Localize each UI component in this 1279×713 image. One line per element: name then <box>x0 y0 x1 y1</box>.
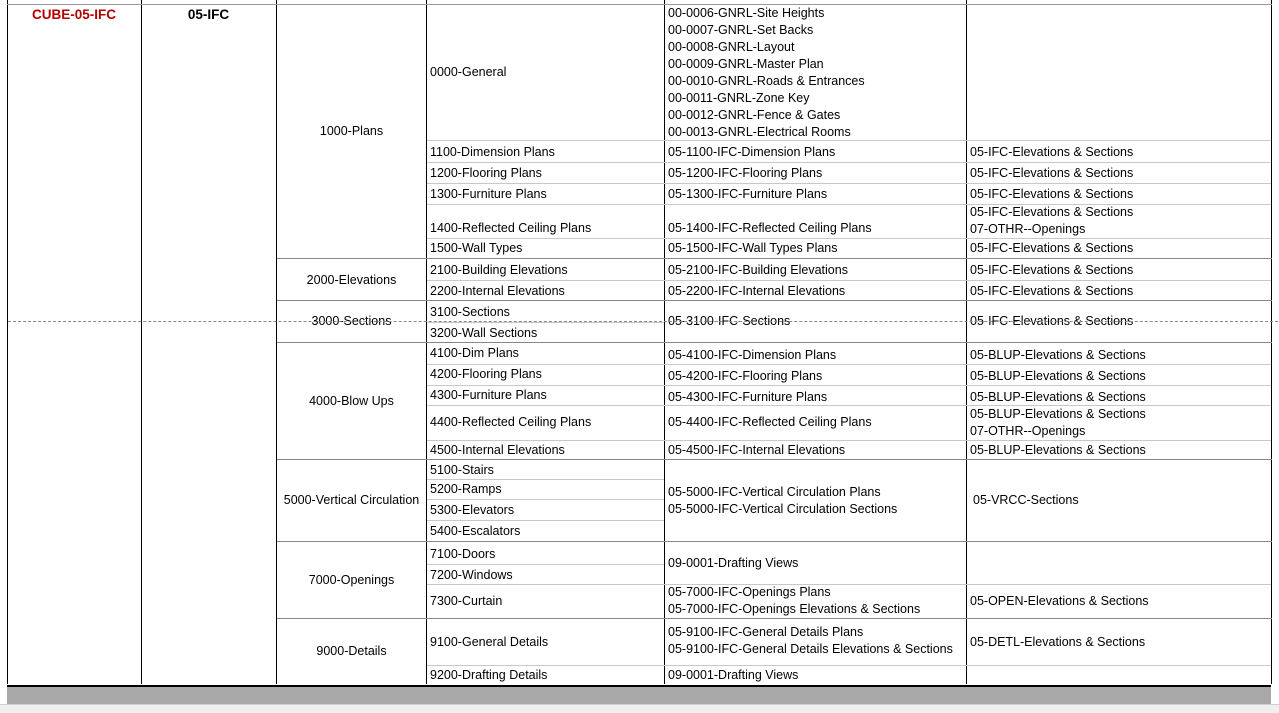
views-cell[interactable]: 05-2100-IFC-Building Elevations <box>668 262 848 277</box>
group-divider <box>277 541 1272 542</box>
sheets-cell[interactable]: 05-OPEN-Elevations & Sections <box>970 593 1149 608</box>
category-cell[interactable]: 4300-Furniture Plans <box>430 388 547 402</box>
sheets-cell[interactable]: 05-IFC-Elevations & Sections <box>970 262 1134 277</box>
group-divider <box>277 618 1272 619</box>
category-cell[interactable]: 3200-Wall Sections <box>430 325 538 340</box>
view-name: 05-9100-IFC-General Details Plans <box>668 625 864 639</box>
view-name: 00-0007-GNRL-Set Backs <box>668 22 814 37</box>
view-name: 05-5000-IFC-Vertical Circulation Sections <box>668 501 898 516</box>
category-cell[interactable]: 7100-Doors <box>430 546 496 561</box>
views-cell[interactable]: 09-0001-Drafting Views <box>668 556 799 570</box>
category-cell[interactable]: 2200-Internal Elevations <box>430 283 565 298</box>
view-name: 00-0012-GNRL-Fence & Gates <box>668 107 841 122</box>
views-cell[interactable]: 05-1100-IFC-Dimension Plans <box>668 144 836 159</box>
category-cell[interactable]: 4500-Internal Elevations <box>430 442 565 457</box>
row-divider <box>427 520 664 521</box>
group-divider <box>277 459 1272 460</box>
sheets-cell[interactable] <box>967 666 1271 685</box>
views-cell[interactable]: 05-4400-IFC-Reflected Ceiling Plans <box>668 415 872 429</box>
sheets-cell[interactable]: 05-BLUP-Elevations & Sections <box>970 390 1146 404</box>
category-cell[interactable]: 1400-Reflected Ceiling Plans <box>430 220 592 235</box>
views-cell[interactable] <box>665 624 966 658</box>
views-cell[interactable]: 05-1400-IFC-Reflected Ceiling Plans <box>668 220 872 235</box>
category-cell[interactable]: 1200-Flooring Plans <box>430 165 542 180</box>
category-cell[interactable]: 1300-Furniture Plans <box>430 186 547 201</box>
category-cell[interactable]: 2100-Building Elevations <box>430 262 568 277</box>
views-cell[interactable]: 05-4300-IFC-Furniture Plans <box>668 390 828 404</box>
view-name: 00-0013-GNRL-Electrical Rooms <box>668 124 851 139</box>
sheets-cell[interactable]: 05-DETL-Elevations & Sections <box>970 634 1146 649</box>
views-cell[interactable]: 05-4100-IFC-Dimension Plans <box>668 348 837 362</box>
group-divider <box>277 342 1272 343</box>
view-name: 00-0011-GNRL-Zone Key <box>668 90 810 105</box>
sheets-cell[interactable]: 05-IFC-Elevations & Sections <box>970 313 1134 328</box>
views-cell[interactable] <box>665 461 966 540</box>
group-divider <box>277 300 1272 301</box>
views-cell[interactable]: 05-4200-IFC-Flooring Plans <box>668 369 823 383</box>
group-cell-plans[interactable]: 1000-Plans <box>319 123 384 138</box>
sheets-cell[interactable] <box>967 5 1271 140</box>
sheets-cell[interactable]: 05-IFC-Elevations & Sections <box>970 283 1134 298</box>
sheets-cell[interactable] <box>967 543 1271 584</box>
row-divider <box>427 499 664 500</box>
sheets-cell[interactable]: 05-IFC-Elevations & Sections <box>970 165 1134 180</box>
views-cell[interactable]: 05-2200-IFC-Internal Elevations <box>668 283 846 298</box>
category-cell[interactable]: 7200-Windows <box>430 567 513 582</box>
category-cell[interactable]: 0000-General <box>430 65 507 79</box>
footer-bar <box>7 685 1271 704</box>
category-cell[interactable]: 9100-General Details <box>430 634 549 649</box>
project-code[interactable]: CUBE-05-IFC <box>31 7 116 22</box>
view-name: 05-7000-IFC-Openings Plans <box>668 585 831 599</box>
group-cell-blowups[interactable]: 4000-Blow Ups <box>309 393 394 408</box>
group-cell-sections[interactable]: 3000-Sections <box>311 313 392 328</box>
views-cell[interactable]: 05-1200-IFC-Flooring Plans <box>668 165 823 180</box>
views-cell[interactable] <box>665 5 966 140</box>
views-cell[interactable] <box>665 584 966 618</box>
sheet-name: 07-OTHR--Openings <box>970 222 1086 236</box>
category-cell[interactable]: 4200-Flooring Plans <box>430 367 542 381</box>
sheets-cell[interactable]: 05-IFC-Elevations & Sections <box>970 144 1134 159</box>
sheet-name: 07-OTHR--Openings <box>970 424 1086 438</box>
sheets-cell[interactable]: 05-BLUP-Elevations & Sections <box>970 348 1146 362</box>
category-cell[interactable]: 5200-Ramps <box>430 482 502 496</box>
sheet-name: 05-IFC-Elevations & Sections <box>970 205 1134 219</box>
category-cell[interactable]: 1500-Wall Types <box>430 241 523 255</box>
views-cell[interactable]: 09-0001-Drafting Views <box>668 668 799 682</box>
group-cell-details[interactable]: 9000-Details <box>316 643 387 658</box>
column-border <box>7 0 8 684</box>
sheets-cell[interactable]: 05-BLUP-Elevations & Sections <box>970 442 1146 457</box>
sheets-cell[interactable]: 05-BLUP-Elevations & Sections <box>970 369 1146 383</box>
group-cell-vertical-circulation[interactable]: 5000-Vertical Circulation <box>283 493 420 507</box>
sheets-cell[interactable]: 05-IFC-Elevations & Sections <box>970 241 1134 255</box>
group-cell-elevations[interactable]: 2000-Elevations <box>306 272 397 287</box>
sheets-cell[interactable]: 05-VRCC-Sections <box>973 493 1079 507</box>
view-name: 00-0008-GNRL-Layout <box>668 39 795 54</box>
sheets-cell[interactable]: 05-IFC-Elevations & Sections <box>970 186 1134 201</box>
sheets-cell[interactable] <box>967 204 1271 238</box>
view-name: 05-9100-IFC-General Details Elevations & Sections <box>668 642 953 656</box>
category-cell[interactable]: 1100-Dimension Plans <box>430 144 555 159</box>
category-cell[interactable]: 4400-Reflected Ceiling Plans <box>430 415 592 429</box>
view-name: 00-0009-GNRL-Master Plan <box>668 56 824 71</box>
group-divider <box>277 258 1272 259</box>
view-name: 00-0010-GNRL-Roads & Entrances <box>668 73 865 88</box>
row-divider <box>427 140 1271 141</box>
views-cell[interactable]: 05-4500-IFC-Internal Elevations <box>668 442 846 457</box>
view-name: 05-7000-IFC-Openings Elevations & Sections <box>668 602 921 616</box>
sheets-cell[interactable] <box>967 406 1271 440</box>
sheet-name: 05-BLUP-Elevations & Sections <box>970 407 1146 421</box>
category-cell[interactable]: 3100-Sections <box>430 304 510 319</box>
column-border <box>141 0 142 684</box>
phase-code[interactable]: 05-IFC <box>187 7 230 22</box>
category-cell[interactable]: 5100-Stairs <box>430 463 494 477</box>
views-cell[interactable]: 05-3100-IFC-Sections <box>668 313 791 328</box>
views-cell[interactable]: 05-1300-IFC-Furniture Plans <box>668 186 828 201</box>
category-cell[interactable]: 5400-Escalators <box>430 524 521 538</box>
views-cell[interactable]: 05-1500-IFC-Wall Types Plans <box>668 241 838 255</box>
category-cell[interactable]: 7300-Curtain <box>430 593 503 608</box>
category-cell[interactable]: 5300-Elevators <box>430 503 515 517</box>
view-name: 05-5000-IFC-Vertical Circulation Plans <box>668 484 881 499</box>
group-cell-openings[interactable]: 7000-Openings <box>308 572 395 587</box>
page-break-line <box>8 321 1278 322</box>
view-name: 00-0006-GNRL-Site Heights <box>668 5 825 20</box>
category-cell[interactable]: 4100-Dim Plans <box>430 346 519 360</box>
category-cell[interactable]: 9200-Drafting Details <box>430 668 548 682</box>
